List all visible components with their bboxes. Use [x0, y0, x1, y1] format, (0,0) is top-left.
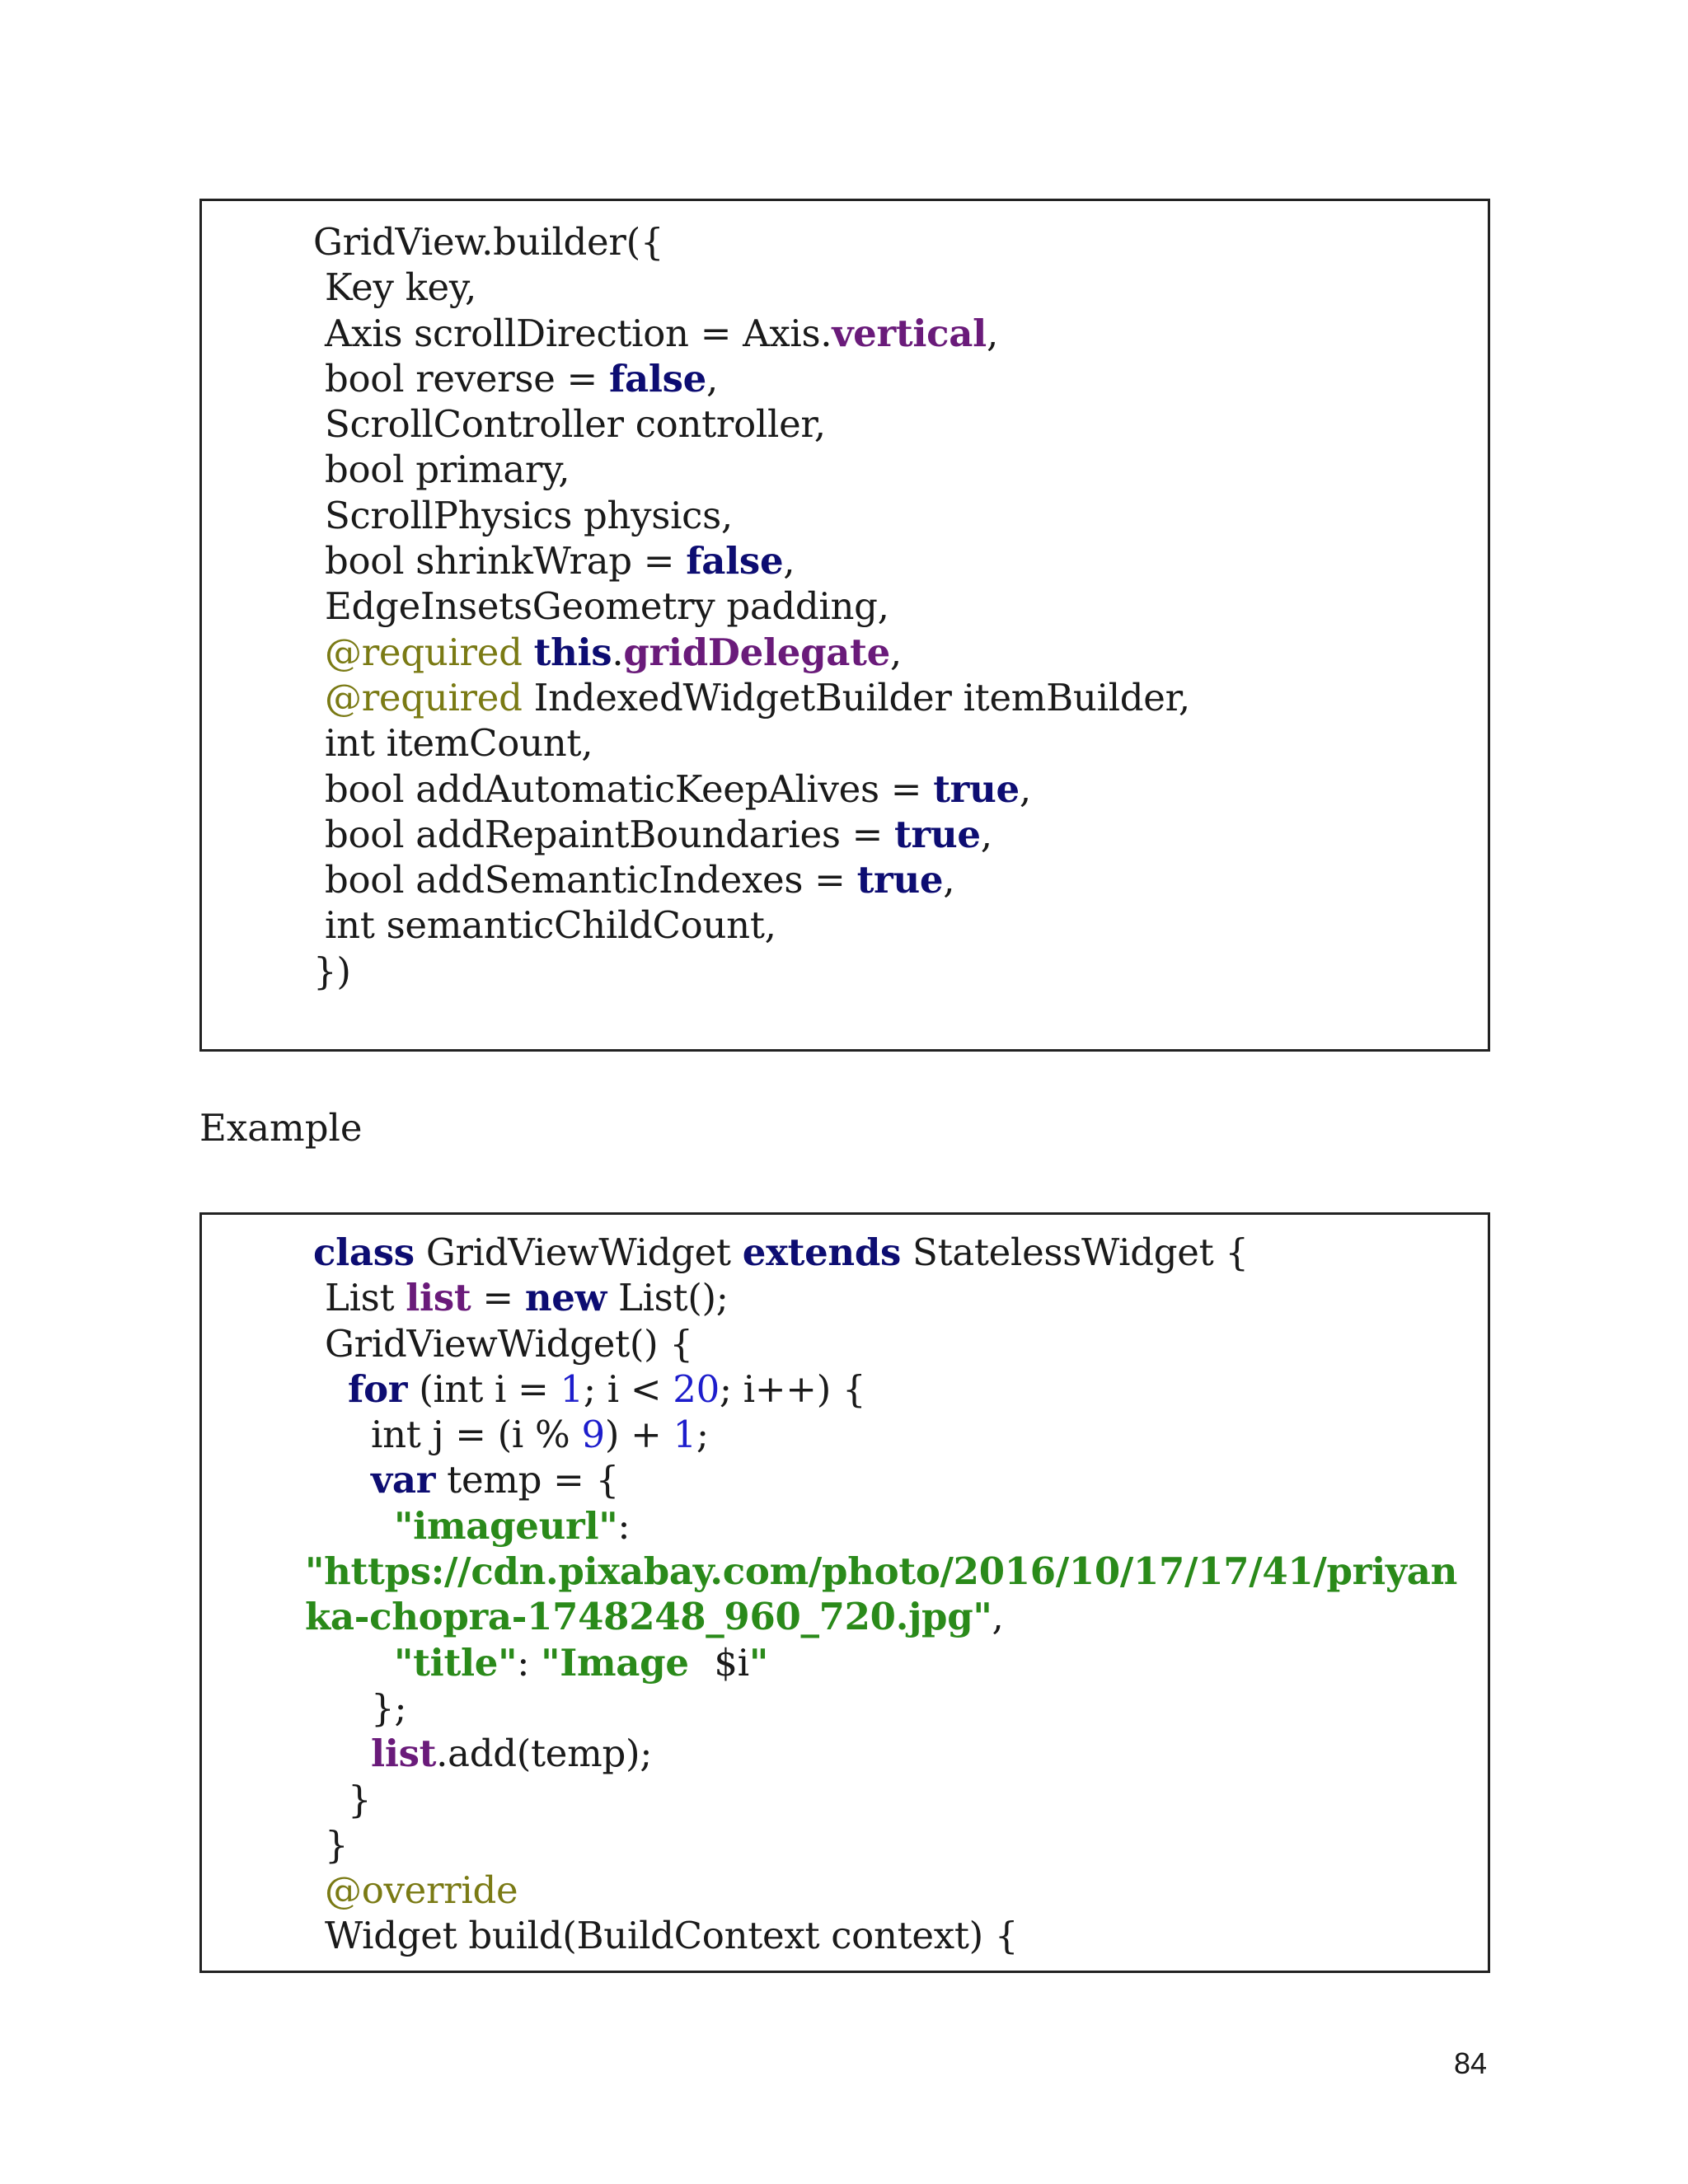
code-token: ) + [604, 1413, 673, 1457]
code-token [313, 630, 325, 674]
code-line [313, 1822, 1463, 1868]
code-line [313, 493, 1463, 538]
signature-code-block [199, 199, 1490, 1052]
code-token: Axis scrollDirection = Axis. [313, 311, 832, 355]
code-token: bool shrinkWrap = [313, 539, 687, 583]
code-token: 1 [673, 1413, 696, 1457]
code-token: EdgeInsetsGeometry padding, [313, 584, 889, 629]
code-token: IndexedWidgetBuilder itemBuilder, [522, 675, 1190, 719]
code-token: " [748, 1640, 768, 1685]
code-token: = [471, 1276, 525, 1320]
code-token [523, 630, 534, 674]
code-line [313, 1777, 1463, 1822]
code-token: , [1019, 766, 1031, 811]
code-line [313, 1366, 1463, 1412]
code-token: bool addSemanticIndexes = [313, 858, 857, 902]
code-token: $i [714, 1640, 749, 1685]
code-token: , [980, 812, 992, 856]
code-token [313, 1868, 325, 1912]
code-token: int semanticChildCount, [313, 903, 776, 948]
code-token: int j = (i % [313, 1413, 582, 1457]
code-line [313, 447, 1463, 492]
signature-code [313, 219, 1463, 994]
code-token: , [783, 539, 795, 583]
code-token [313, 1732, 371, 1775]
code-token: @required [325, 675, 523, 719]
code-line [313, 538, 1463, 583]
code-token: gridDelegate [623, 630, 890, 674]
code-token: bool primary, [313, 448, 570, 492]
code-line [313, 1868, 1463, 1913]
code-token [313, 1458, 371, 1502]
code-token: ScrollController controller, [313, 402, 826, 447]
code-token: extends [742, 1230, 902, 1274]
page-number: 84 [1454, 2046, 1488, 2080]
code-line [313, 1685, 1463, 1731]
code-line [313, 1275, 1463, 1320]
code-token: , [889, 630, 902, 674]
code-token: }) [313, 949, 351, 993]
code-line [313, 1457, 1463, 1502]
code-token: for [348, 1366, 408, 1411]
code-token: 20 [673, 1366, 720, 1411]
code-token: vertical [832, 311, 987, 355]
code-line [305, 1594, 1463, 1639]
code-token: Key key, [313, 265, 477, 310]
code-line [313, 675, 1463, 720]
code-token: false [686, 539, 784, 583]
code-line [313, 630, 1463, 675]
example-code-block [199, 1212, 1490, 1973]
code-line [313, 812, 1463, 857]
code-token: List [313, 1276, 406, 1320]
code-token: : [617, 1503, 631, 1548]
code-token: StatelessWidget { [901, 1230, 1249, 1274]
code-line [313, 311, 1463, 356]
code-line [305, 1549, 1463, 1594]
code-token: } [313, 1822, 349, 1867]
code-line [313, 583, 1463, 629]
code-token: GridViewWidget [414, 1230, 743, 1274]
code-line [313, 1412, 1463, 1457]
code-token: int itemCount, [313, 721, 593, 766]
code-line [313, 1321, 1463, 1366]
code-token: , [986, 311, 998, 355]
code-line [313, 949, 1463, 994]
code-line [313, 1230, 1463, 1275]
code-token [313, 1367, 348, 1411]
code-token: ; i < [583, 1366, 673, 1411]
code-token: 9 [581, 1413, 605, 1457]
code-token: GridView.builder({ [313, 220, 664, 264]
code-token: @required [325, 630, 523, 674]
code-token: @override [325, 1868, 518, 1913]
code-token: , [943, 858, 955, 902]
code-token: ; i++) { [719, 1366, 866, 1411]
code-token: ; [696, 1413, 709, 1457]
code-token: Widget build(BuildContext context) { [313, 1914, 1019, 1958]
code-token: bool addAutomaticKeepAlives = [313, 766, 934, 811]
code-token: List(); [607, 1276, 729, 1320]
code-token: GridViewWidget() { [313, 1321, 693, 1366]
code-token: list [406, 1276, 471, 1320]
code-token: 1 [560, 1366, 584, 1411]
code-token: } [313, 1777, 372, 1821]
code-token: ScrollPhysics physics, [313, 493, 733, 537]
code-token: true [856, 858, 944, 902]
code-line [313, 1640, 1463, 1685]
code-line [313, 857, 1463, 902]
code-token: : [517, 1640, 542, 1685]
code-line [313, 1913, 1463, 1958]
code-line [313, 1503, 1463, 1549]
code-token: list [371, 1732, 437, 1776]
code-token [313, 1641, 394, 1685]
code-token [313, 676, 325, 719]
code-token: var [371, 1458, 436, 1502]
code-line [313, 401, 1463, 447]
code-line [313, 766, 1463, 812]
code-token: , [992, 1595, 1004, 1639]
code-token: bool addRepaintBoundaries = [313, 812, 895, 856]
code-token: true [933, 766, 1020, 811]
code-line [313, 902, 1463, 948]
code-line [313, 265, 1463, 310]
code-token: .add(temp); [436, 1732, 653, 1776]
code-token: "Image [541, 1640, 715, 1685]
code-token: (int i = [407, 1366, 560, 1411]
code-token: this [533, 630, 612, 674]
code-token [313, 1504, 394, 1548]
code-token: }; [313, 1685, 407, 1730]
example-heading: Example [199, 1106, 363, 1150]
example-code [305, 1230, 1463, 1959]
code-line [313, 356, 1463, 401]
code-token: true [894, 812, 981, 856]
code-token: false [608, 356, 707, 401]
code-token: , [706, 356, 719, 401]
code-line [313, 1731, 1463, 1776]
code-token: class [313, 1230, 415, 1274]
code-token: . [612, 630, 624, 674]
code-token: temp = { [435, 1458, 619, 1502]
code-line [313, 720, 1463, 766]
code-token: bool reverse = [313, 356, 609, 401]
code-token: ka-chopra-1748248_960_720.jpg" [305, 1595, 992, 1639]
code-token: new [524, 1276, 607, 1320]
code-token: "imageurl" [394, 1503, 618, 1548]
code-token: "https://cdn.pixabay.com/photo/2016/10/17/17/41/priyan [305, 1549, 1457, 1594]
code-token: "title" [394, 1640, 518, 1685]
code-line [313, 219, 1463, 265]
